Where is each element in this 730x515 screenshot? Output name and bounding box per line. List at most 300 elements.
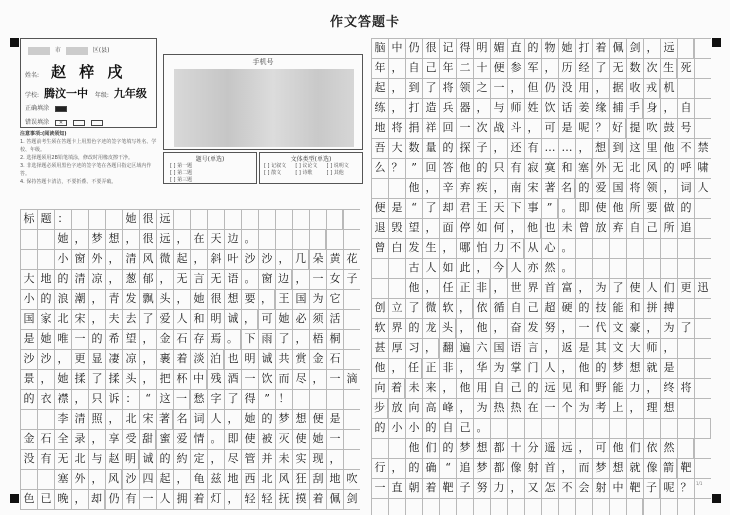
grid-cell bbox=[388, 498, 405, 515]
grid-cell: 她 bbox=[275, 309, 292, 329]
grid-cell bbox=[677, 238, 694, 258]
grid-cell: 物 bbox=[541, 38, 558, 58]
grid-cell bbox=[224, 209, 241, 229]
empty-box-icon bbox=[73, 120, 85, 126]
grid-cell: 辛 bbox=[439, 178, 456, 198]
grid-cell: 与 bbox=[88, 449, 105, 469]
grid-cell: 花 bbox=[343, 249, 360, 269]
grid-cell: 拥 bbox=[173, 489, 190, 509]
grid-cell: 确 bbox=[422, 458, 439, 478]
grid-cell: 十 bbox=[507, 438, 524, 458]
grid-cell: 戎 bbox=[643, 78, 660, 98]
grid-cell: 沙 bbox=[241, 249, 258, 269]
grid-cell: 必 bbox=[292, 309, 309, 329]
grid-cell: 更 bbox=[677, 278, 694, 298]
grid-cell bbox=[626, 418, 643, 438]
grid-cell: 天 bbox=[207, 229, 224, 249]
grid-cell: 君 bbox=[456, 198, 473, 218]
grid-cell bbox=[643, 418, 660, 438]
writing-type-option[interactable]: [ ] 记叙文 bbox=[264, 163, 287, 169]
grid-cell: 诚 bbox=[139, 449, 156, 469]
grid-cell: 能 bbox=[609, 378, 626, 398]
grid-cell: 将 bbox=[626, 178, 643, 198]
grid-cell: 靶 bbox=[677, 458, 694, 478]
grid-cell: 是 bbox=[575, 338, 592, 358]
grid-cell bbox=[694, 198, 711, 218]
grid-cell: ， bbox=[326, 449, 343, 469]
grid-cell: 习 bbox=[405, 338, 422, 358]
grid-cell bbox=[677, 258, 694, 278]
grid-cell: 为 bbox=[309, 289, 326, 309]
grid-cell: 沙 bbox=[20, 349, 37, 369]
grid-cell bbox=[326, 389, 343, 409]
grid-cell: 不 bbox=[558, 478, 575, 498]
grid-cell: 微 bbox=[156, 249, 173, 269]
grid-cell: 有 bbox=[122, 489, 139, 509]
grid-cell bbox=[660, 418, 677, 438]
grid-cell bbox=[258, 229, 275, 249]
grid-cell: 创 bbox=[371, 298, 388, 318]
grid-cell: 尽 bbox=[224, 449, 241, 469]
region-suffix: 区(县) bbox=[92, 47, 110, 54]
grid-cell: ， bbox=[660, 178, 677, 198]
grid-cell: 呢 bbox=[660, 478, 677, 498]
grid-cell: 斜 bbox=[207, 249, 224, 269]
grid-cell: 却 bbox=[439, 198, 456, 218]
grid-cell: 停 bbox=[456, 218, 473, 238]
grid-cell: 呢 bbox=[575, 118, 592, 138]
grid-cell: 箭 bbox=[660, 458, 677, 478]
grid-cell bbox=[694, 98, 711, 118]
grid-cell: 想 bbox=[473, 438, 490, 458]
grid-cell: 宋 bbox=[71, 309, 88, 329]
essay-grid-left bbox=[20, 209, 360, 509]
grid-cell: 把 bbox=[156, 369, 173, 389]
grid-cell: 就 bbox=[626, 458, 643, 478]
grid-cell: 很 bbox=[139, 209, 156, 229]
instruction-line: 3. 非选择题必须用黑色字迹的签字笔在各题目指定区域内作答。 bbox=[20, 163, 152, 177]
grid-cell: 将 bbox=[439, 78, 456, 98]
grid-cell: 塞 bbox=[575, 158, 592, 178]
grid-cell: 的 bbox=[156, 449, 173, 469]
grid-cell: 国 bbox=[609, 178, 626, 198]
grid-cell: 上 bbox=[609, 398, 626, 418]
grid-cell: ” bbox=[541, 198, 558, 218]
grid-cell: ， bbox=[473, 258, 490, 278]
grid-cell bbox=[309, 229, 326, 249]
grid-cell: 龟 bbox=[190, 469, 207, 489]
grid-cell: 明 bbox=[207, 309, 224, 329]
grid-cell: 界 bbox=[524, 278, 541, 298]
wrong-fill-example bbox=[25, 117, 103, 126]
grid-cell: 师 bbox=[643, 338, 660, 358]
grid-cell: 回 bbox=[422, 158, 439, 178]
grid-cell: 显 bbox=[88, 349, 105, 369]
grid-cell: 北 bbox=[258, 469, 275, 489]
grid-cell bbox=[258, 209, 275, 229]
grid-cell: 放 bbox=[388, 398, 405, 418]
grid-cell bbox=[677, 338, 694, 358]
grid-cell: 他 bbox=[371, 358, 388, 378]
grid-cell: 她 bbox=[54, 229, 71, 249]
grid-cell: 遥 bbox=[541, 438, 558, 458]
grid-cell: 非 bbox=[473, 278, 490, 298]
grid-cell: 小 bbox=[20, 289, 37, 309]
grid-cell: 便 bbox=[371, 198, 388, 218]
grid-cell bbox=[37, 249, 54, 269]
grid-cell: 话 bbox=[558, 98, 575, 118]
grid-cell bbox=[388, 438, 405, 458]
grid-cell: ！ bbox=[275, 389, 292, 409]
grid-cell: 诚 bbox=[224, 309, 241, 329]
grid-cell: 他 bbox=[609, 438, 626, 458]
grid-cell: 浪 bbox=[54, 289, 71, 309]
grid-cell bbox=[592, 418, 609, 438]
grid-cell: 了 bbox=[139, 309, 156, 329]
grid-cell: 任 bbox=[405, 358, 422, 378]
grid-cell: 而 bbox=[575, 458, 592, 478]
question-option[interactable]: [ ] 第一题 bbox=[170, 163, 193, 169]
grid-cell bbox=[20, 409, 37, 429]
grid-cell: 情 bbox=[190, 429, 207, 449]
grid-cell: 己 bbox=[422, 58, 439, 78]
grid-cell bbox=[241, 209, 258, 229]
grid-cell: 和 bbox=[558, 158, 575, 178]
grid-cell: 弃 bbox=[456, 178, 473, 198]
grid-cell: 风 bbox=[643, 158, 660, 178]
grid-cell: 他 bbox=[473, 318, 490, 338]
grid-cell: 天 bbox=[490, 198, 507, 218]
grid-cell: 。 bbox=[558, 238, 575, 258]
grid-cell: 没 bbox=[558, 78, 575, 98]
grid-cell: 潮 bbox=[71, 289, 88, 309]
grid-cell: 佩 bbox=[609, 38, 626, 58]
grid-cell: 手 bbox=[626, 98, 643, 118]
writing-type-option[interactable]: [ ] 说明文 bbox=[326, 163, 349, 169]
grid-cell: 并 bbox=[258, 449, 275, 469]
grid-cell: 军 bbox=[524, 58, 541, 78]
grid-cell: 为 bbox=[473, 398, 490, 418]
grid-cell: 他 bbox=[575, 358, 592, 378]
grid-cell: 。 bbox=[241, 269, 258, 289]
grid-cell: 呼 bbox=[677, 158, 694, 178]
grid-cell: 起 bbox=[371, 78, 388, 98]
grid-cell: 凄 bbox=[105, 349, 122, 369]
grid-cell: 己 bbox=[643, 218, 660, 238]
grid-cell: 石 bbox=[173, 329, 190, 349]
grid-cell: 的 bbox=[575, 298, 592, 318]
grid-cell: 窗 bbox=[258, 269, 275, 289]
student-info-box bbox=[20, 38, 157, 128]
grid-cell bbox=[343, 389, 360, 409]
grid-cell: 滴 bbox=[343, 369, 360, 389]
grid-cell: 词 bbox=[190, 409, 207, 429]
grid-cell: 的 bbox=[54, 269, 71, 289]
grid-cell bbox=[343, 449, 360, 469]
grid-cell: ， bbox=[422, 218, 439, 238]
grid-cell: 将 bbox=[677, 378, 694, 398]
grid-cell: 仍 bbox=[105, 489, 122, 509]
writing-type-option[interactable]: [ ] 散文 bbox=[264, 170, 282, 176]
grid-cell: 一 bbox=[575, 318, 592, 338]
grid-cell: 一 bbox=[309, 269, 326, 289]
grid-cell: 禁 bbox=[694, 138, 711, 158]
region-prefix: 市 bbox=[54, 47, 61, 54]
grid-cell: 襟 bbox=[54, 389, 71, 409]
grid-cell: ， bbox=[541, 338, 558, 358]
grid-cell: 代 bbox=[592, 318, 609, 338]
grid-cell bbox=[643, 258, 660, 278]
wrong-fill-label: 错误填涂 bbox=[25, 119, 50, 126]
grid-cell bbox=[558, 418, 575, 438]
grid-cell: 了 bbox=[275, 329, 292, 349]
grid-cell: 鼓 bbox=[660, 118, 677, 138]
grid-cell: 这 bbox=[626, 138, 643, 158]
grid-cell bbox=[343, 309, 360, 329]
grid-cell bbox=[694, 458, 711, 478]
grid-cell: 循 bbox=[490, 298, 507, 318]
grid-cell: 雨 bbox=[258, 329, 275, 349]
grid-cell: 金 bbox=[20, 429, 37, 449]
grid-cell: 子 bbox=[456, 478, 473, 498]
grid-cell: 想 bbox=[105, 229, 122, 249]
grid-cell: ， bbox=[524, 118, 541, 138]
grid-cell: 是 bbox=[558, 118, 575, 138]
grid-cell: 要 bbox=[643, 198, 660, 218]
grid-cell: 一 bbox=[241, 369, 258, 389]
grid-cell: 未 bbox=[558, 218, 575, 238]
grid-cell: 六 bbox=[473, 338, 490, 358]
grid-cell: 飘 bbox=[139, 289, 156, 309]
grid-cell: 。 bbox=[207, 429, 224, 449]
grid-cell: 十 bbox=[473, 58, 490, 78]
grid-cell: 造 bbox=[422, 98, 439, 118]
grid-cell: 存 bbox=[190, 329, 207, 349]
instruction-line: 1. 答题前考生须在答题卡上用黑色字迹的签字笔填写姓名、学校、年级。 bbox=[20, 139, 157, 153]
grid-cell: 起 bbox=[173, 249, 190, 269]
grid-cell: 事 bbox=[524, 198, 541, 218]
grid-cell: 来 bbox=[422, 378, 439, 398]
name-field bbox=[25, 61, 126, 82]
grid-cell: 也 bbox=[224, 349, 241, 369]
grid-cell: 共 bbox=[275, 349, 292, 369]
grid-cell: 可 bbox=[592, 438, 609, 458]
grid-cell: 祥 bbox=[422, 118, 439, 138]
grid-cell bbox=[677, 438, 694, 458]
grid-cell: 提 bbox=[626, 118, 643, 138]
grid-cell: 如 bbox=[439, 258, 456, 278]
grid-cell bbox=[660, 238, 677, 258]
grid-cell: 有 bbox=[524, 138, 541, 158]
grid-cell: “ bbox=[439, 458, 456, 478]
grid-cell: 着 bbox=[173, 349, 190, 369]
correct-fill-example bbox=[25, 103, 67, 112]
instructions-heading: 注意事项:(阅读须知) bbox=[20, 131, 67, 137]
grid-cell: 国 bbox=[292, 289, 309, 309]
grid-cell bbox=[507, 418, 524, 438]
phone-label: 手机号 bbox=[252, 58, 274, 66]
grid-cell: 么 bbox=[371, 158, 388, 178]
grid-cell: 心 bbox=[541, 238, 558, 258]
grid-cell: 为 bbox=[575, 398, 592, 418]
grid-cell: 梦 bbox=[592, 458, 609, 478]
grid-cell: ， bbox=[541, 58, 558, 78]
grid-cell: 一 bbox=[541, 398, 558, 418]
grid-cell: ， bbox=[190, 249, 207, 269]
grid-cell: 她 bbox=[122, 209, 139, 229]
grid-cell: 捐 bbox=[405, 118, 422, 138]
grid-cell: 文 bbox=[609, 318, 626, 338]
grid-cell: 们 bbox=[626, 438, 643, 458]
grid-cell: 饮 bbox=[258, 369, 275, 389]
phone-number-box bbox=[163, 54, 363, 150]
grid-cell: 南 bbox=[507, 178, 524, 198]
grid-cell: 依 bbox=[643, 438, 660, 458]
grid-cell bbox=[694, 118, 711, 138]
writing-type-option[interactable]: [ ] 议论文 bbox=[295, 163, 318, 169]
grid-cell: 头 bbox=[156, 289, 173, 309]
grid-cell bbox=[694, 358, 711, 378]
grid-cell bbox=[405, 498, 422, 515]
grid-cell: 葱 bbox=[122, 269, 139, 289]
grid-cell: ， bbox=[575, 278, 592, 298]
grid-cell: 小 bbox=[388, 418, 405, 438]
grid-cell: 一 bbox=[139, 489, 156, 509]
grid-cell: ， bbox=[275, 249, 292, 269]
grid-cell: ， bbox=[241, 309, 258, 329]
grid-cell: 了 bbox=[592, 58, 609, 78]
grid-cell: 力 bbox=[490, 478, 507, 498]
grid-cell bbox=[694, 498, 711, 515]
position-mark-bottom-right bbox=[712, 494, 721, 503]
grid-cell: 门 bbox=[524, 358, 541, 378]
grid-cell: 分 bbox=[524, 438, 541, 458]
grid-cell: ， bbox=[507, 78, 524, 98]
grid-cell: ， bbox=[258, 289, 275, 309]
grid-cell: 地 bbox=[326, 469, 343, 489]
grid-cell: ， bbox=[224, 409, 241, 429]
grid-cell bbox=[20, 229, 37, 249]
question-option[interactable]: [ ] 第二题 bbox=[170, 170, 193, 176]
grid-cell: 清 bbox=[71, 409, 88, 429]
grid-cell: 景 bbox=[20, 369, 37, 389]
grid-cell: 到 bbox=[405, 78, 422, 98]
writing-type-option[interactable]: [ ] 诗歌 bbox=[295, 170, 313, 176]
grid-cell: 而 bbox=[275, 369, 292, 389]
grid-cell: ， bbox=[660, 338, 677, 358]
grid-cell: 一 bbox=[326, 429, 343, 449]
grid-cell: 未 bbox=[275, 449, 292, 469]
grid-cell: 还 bbox=[507, 138, 524, 158]
question-number-box bbox=[163, 152, 257, 184]
grid-cell: 首 bbox=[541, 458, 558, 478]
grid-cell: 未 bbox=[405, 378, 422, 398]
grid-cell bbox=[343, 429, 360, 449]
grid-cell: ， bbox=[105, 249, 122, 269]
grid-cell: 灯 bbox=[207, 489, 224, 509]
question-option[interactable]: [ ] 第三题 bbox=[170, 177, 193, 183]
grid-cell: 子 bbox=[343, 269, 360, 289]
grid-cell: 着 bbox=[190, 489, 207, 509]
grid-cell: 即 bbox=[224, 429, 241, 449]
grid-cell: 的 bbox=[88, 329, 105, 349]
grid-cell: 也 bbox=[541, 218, 558, 238]
position-mark-top-left bbox=[10, 38, 19, 47]
page-number: 1/1 bbox=[696, 481, 703, 486]
grid-cell bbox=[694, 258, 711, 278]
grid-cell: 器 bbox=[456, 98, 473, 118]
grid-cell: 青 bbox=[105, 289, 122, 309]
grid-cell: 能 bbox=[609, 298, 626, 318]
grid-cell: ， bbox=[490, 318, 507, 338]
grid-cell: 次 bbox=[643, 58, 660, 78]
grid-cell: 大 bbox=[20, 269, 37, 289]
grid-cell: 要 bbox=[241, 289, 258, 309]
grid-cell bbox=[507, 498, 524, 515]
grid-cell: 刮 bbox=[309, 469, 326, 489]
question-number-title: 题号(单选) bbox=[195, 156, 225, 163]
grid-cell bbox=[326, 209, 343, 229]
grid-cell: 用 bbox=[575, 78, 592, 98]
redacted-city bbox=[28, 47, 50, 55]
grid-cell: 中 bbox=[388, 38, 405, 58]
grid-cell: 的 bbox=[258, 409, 275, 429]
grid-cell: 很 bbox=[139, 229, 156, 249]
grid-cell: 享 bbox=[105, 429, 122, 449]
grid-cell bbox=[694, 238, 711, 258]
correct-fill-label: 正确填涂 bbox=[25, 105, 50, 112]
grid-cell: 朵 bbox=[309, 249, 326, 269]
grid-cell: 残 bbox=[207, 369, 224, 389]
grid-cell bbox=[422, 498, 439, 515]
grade-label: 年级: bbox=[94, 92, 109, 99]
grid-cell: 寂 bbox=[524, 158, 541, 178]
grid-cell: 沙 bbox=[122, 469, 139, 489]
grid-cell: 晚 bbox=[54, 489, 71, 509]
grid-cell: 李 bbox=[54, 409, 71, 429]
grid-cell: 淡 bbox=[190, 349, 207, 369]
grid-cell bbox=[343, 229, 360, 249]
grid-cell: 只 bbox=[88, 389, 105, 409]
grid-cell: 须 bbox=[309, 309, 326, 329]
grid-cell: 可 bbox=[541, 118, 558, 138]
grid-cell: 历 bbox=[558, 58, 575, 78]
grid-cell: 疾 bbox=[473, 178, 490, 198]
filled-box-icon bbox=[55, 106, 67, 112]
grid-cell bbox=[694, 78, 711, 98]
grid-cell bbox=[343, 289, 360, 309]
grid-cell: 厚 bbox=[388, 338, 405, 358]
grid-cell: 望 bbox=[405, 218, 422, 238]
grid-cell: 甚 bbox=[371, 338, 388, 358]
grid-cell bbox=[677, 498, 694, 515]
writing-type-option[interactable]: [ ] 其他 bbox=[326, 170, 344, 176]
grid-cell: 追 bbox=[456, 458, 473, 478]
grid-cell: ， bbox=[490, 138, 507, 158]
grid-cell bbox=[626, 498, 643, 515]
grid-cell: 年 bbox=[371, 58, 388, 78]
grid-cell: 外 bbox=[88, 249, 105, 269]
grid-cell: 宋 bbox=[139, 409, 156, 429]
grid-cell bbox=[592, 238, 609, 258]
grid-cell: 石 bbox=[326, 349, 343, 369]
grid-cell: 王 bbox=[473, 198, 490, 218]
grid-cell: 豪 bbox=[626, 318, 643, 338]
grid-cell: 了 bbox=[422, 198, 439, 218]
grid-cell: 就 bbox=[643, 358, 660, 378]
grid-cell: ， bbox=[422, 338, 439, 358]
grid-cell: 己 bbox=[456, 418, 473, 438]
